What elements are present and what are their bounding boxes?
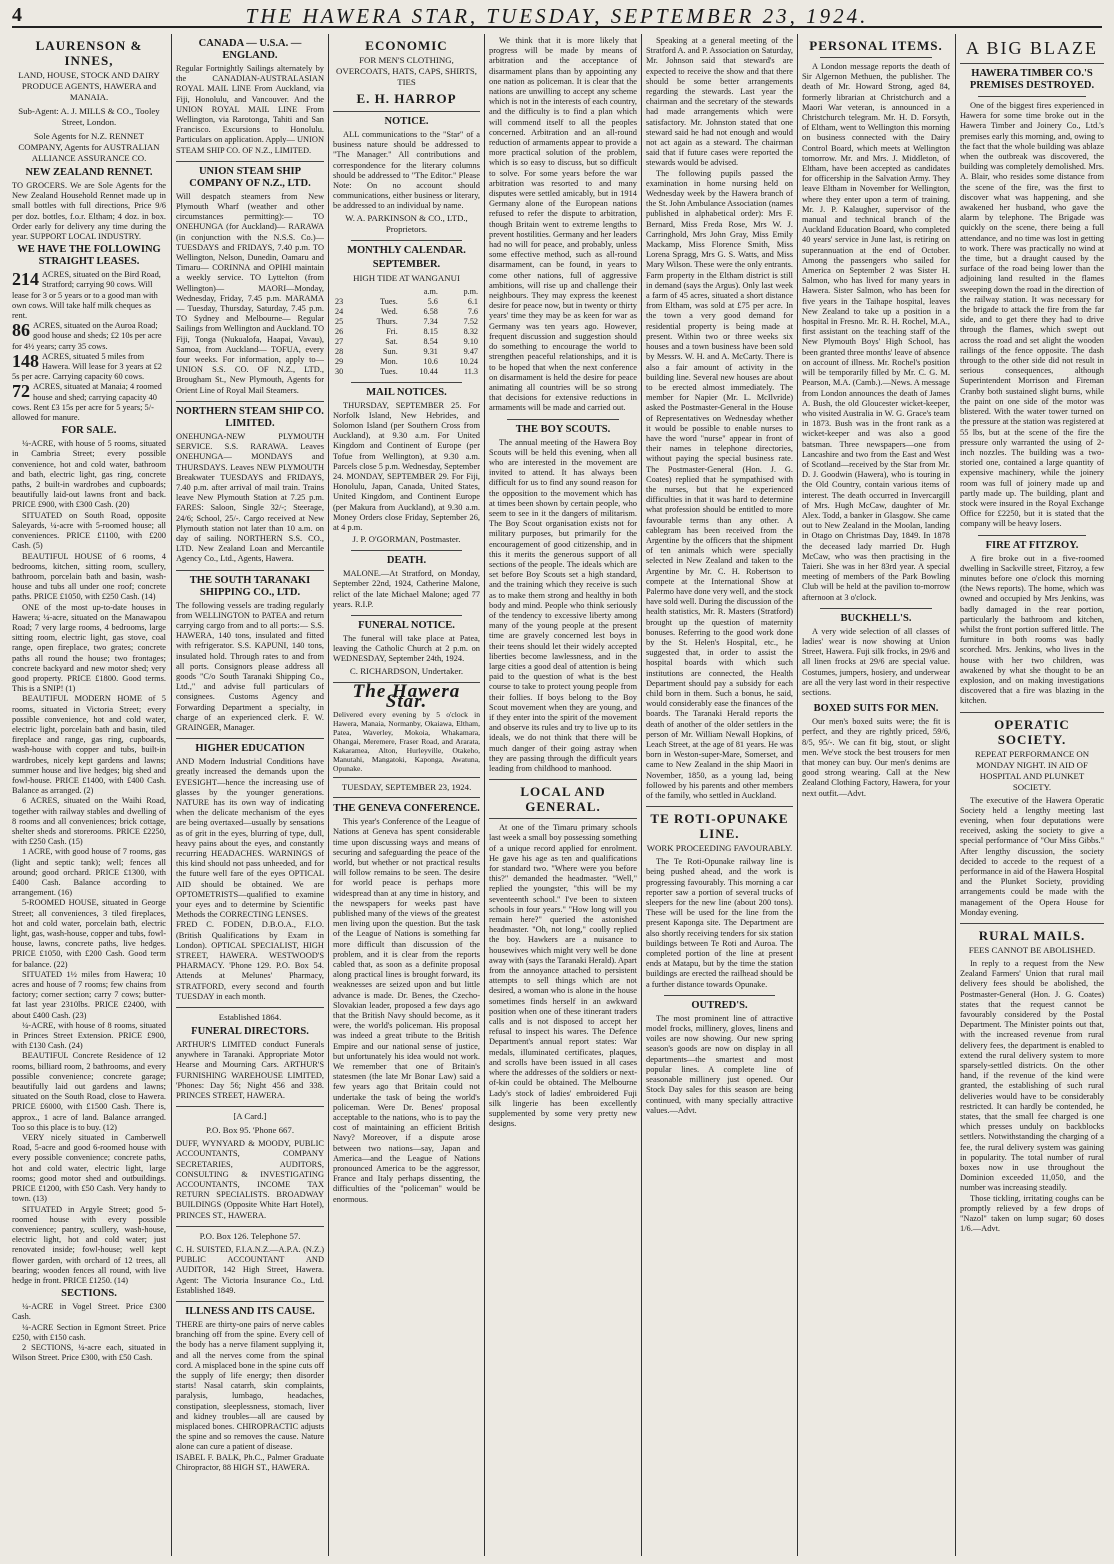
newspaper-title: THE HAWERA STAR, TUESDAY, SEPTEMBER 23, 1924.: [245, 4, 869, 28]
canada-shipping-ad: [176, 38, 324, 156]
tide-row: [333, 317, 480, 327]
tide-row: [333, 347, 480, 357]
article-subheading: REPEAT PERFORMANCE ON MONDAY NIGHT. IN AID OF HOSPITAL AND PLUNKET SOCIETY.: [974, 748, 1090, 792]
divider: [489, 818, 637, 819]
column-rule: [328, 34, 329, 1556]
ad-heading: BUCKHELL'S.: [840, 612, 912, 624]
sale-item: BEAUTIFUL MODERN HOME of 5 rooms, situated in Victoria Street; every possible convenience, hot and cold water, electric light, porcelain bath and basin, tiled fireplace and range, gas ring, cupboards, wash-house with copper and tubs, built-in wardrobes, nicely kept gardens and lawns; summer house and live hedges; big shed and fowl-house. PRICE £1400, with £400 Cash. Balance as arranged. (2): [12, 694, 166, 796]
article-heading: THE BOY SCOUTS.: [515, 423, 611, 435]
column-4: [489, 36, 637, 1556]
tide-col-header: a.m.: [423, 286, 438, 296]
sale-item: ¼-ACRE, with house of 5 rooms, situated in Cambria Street; every possible convenience, hot and cold water, bathroom and bath, electric light, gas ring, concrete paths, 2 built-in wardrobes and cupboards; beautifully laid-out lawns front and back. PRICE £900, with £300 Cash. (20): [12, 439, 166, 510]
section-subheading: SEPTEMBER.: [372, 258, 441, 270]
column-7: [960, 36, 1104, 1556]
geneva-article: [333, 803, 480, 1205]
laurenson-innes-ad: [12, 38, 166, 1363]
article-text: At one of the Timaru primary schools last week a small boy possessing something of a unique record applied for enrolment. He gave his age as ten and qualifications for standard two. "Where were you before this?" demanded the headmaster. "Well," replied the youngster, "this will be my seventeenth school." I've been to sixteen schools in four years." "How long will you remain here?" queried the astonished headmaster. "Oh, not long," coolly replied the boy. Hawkers are a nuisance to housewives which might very well be done away with (says the Taranaki Herald). Apart from the annoyance attached to persistent attempts to sell things which are not desired, a woman who is alone in the house sometimes finds herself in an awkward position when one of these itinerant traders calls and is not disposed to accept her refusal to inspect his wares. The Defence Department's annual report states: War medals, illuminated certificates, plaques, and scrolls have been issued in all cases where the addresses of the soldiers or next-of-kin could be obtained. The Melbourne Lady's stock of ladies' embroidered Fuji silk lingerie has been excellently supplemented by some very pretty new designs.: [489, 823, 637, 1129]
death-text: MALONE.—At Stratford, on Monday, September 22nd, 1924, Catherine Malone, relict of the late Michael Malone; aged 77 years. R.I.P.: [333, 569, 480, 609]
boxed-suits-ad: [802, 703, 950, 799]
tide-table: [333, 287, 480, 377]
tide-cell: 5.6: [427, 296, 438, 306]
tide-row: [333, 367, 480, 377]
divider: [646, 806, 793, 807]
monthly-calendar: [333, 245, 480, 377]
tide-cell: 30: [335, 366, 344, 376]
ad-heading: FOR SALE.: [61, 425, 117, 437]
article-heading: RURAL MAILS.: [978, 928, 1086, 944]
column-rule: [641, 34, 642, 1556]
lease-item: [12, 382, 166, 423]
buckhells-ad: [802, 613, 950, 698]
te-roti-article: [646, 811, 793, 990]
ad-text: [A Card.]: [233, 1111, 267, 1122]
column-rule: [955, 34, 956, 1556]
column-rule: [797, 34, 798, 1556]
tide-cell: Mon.: [380, 356, 398, 366]
divider: [176, 161, 324, 162]
tide-cell: 10.24: [459, 356, 478, 366]
article-text: This year's Conference of the League of Nations at Geneva has spent considerable time upon discussing ways and means of securing and safeguarding the peace of the world, but whether or not practical results will follow remains to be seen. The desire for world peace is perhaps more widespread than at any time in history, and the newspapers for weeks past have published many of the views of the greatest men living upon the question. But the task of the League of Nations is something far more difficult than discussion of the problem, and it is clear from the reports cabled that, as soon as a definite proposal along practical lines is brought forward, its weaknesses are seized upon and but little advance is made. Dr. Benes, the Czecho-Slovakian leader, proposed a few days ago that the British Navy should become, as it were, the world's policeman. His proposal was indeed a great tribute to the British Empire and our national sense of justice, but unfortunately his idea would not work. We remember that one of Britain's statesmen (the late Mr Bonar Law) said a few years ago that Britain could not undertake the task of being the world's policeman. Were Dr. Benes' proposal acceptable to the nations, who is to pay the cost of maintaining an efficient British Navy? Moreover, if a dispute arose between two nations—say, Japan and America—and the League of Nations pronounced America to be the aggressor, France and Italy perhaps dissenting, the difficulties of the "policeman" would be enormous.: [333, 817, 480, 1204]
divider: [176, 1007, 324, 1008]
article-text: Speaking at a general meeting of the Stratford A. and P. Association on Saturday, Mr. Johnson said that steward's are expected to receive the show and that there should be some better arrangements regarding the stewards. Last year the chairman and the secretary of the stewards had made arrangements which were satisfactory. Mr. Johnston stated that one steward said he had not enough and would not act again as a steward. The chairman said that if future cases were reported the stewards would be advised.: [646, 36, 793, 168]
article-heading: THE GENEVA CONFERENCE.: [333, 803, 480, 815]
ad-text: Will despatch steamers from New Plymouth Wharf (weather and other circumstances permitting):— TO ONEHUNGA (for Auckland)— RARAWA (in conjunction with the N.S.S. Co.)— TUESDAYS and FRIDAYS, 7.40 p.m. TO Wellington, Nelson, Dunedin, Oamaru and Timaru— CORINNA and OPIHI maintain a weekly service. TO Lyttelton (from Wellington)— MAORI—Monday, Wednesday, Friday, 7.45 p.m. MARAMA— Tuesday, Thursday, Saturday, 7.45 p.m. TO Sydney and Melbourne— Regular Sailings from Wellington and Auckland. TO Fiji, Tonga (Nukualofa, Haapai, Vavau), Samoa, from Auckland— TOFUA, every four weeks. For information, apply to— UNION S.S. CO. OF N.Z., LTD., Brougham St., New Plymouth, Agents for Orient Line of Royal Mail Steamers.: [176, 191, 324, 395]
lease-acres: 86: [12, 320, 30, 341]
ad-heading: BOXED SUITS FOR MEN.: [813, 703, 939, 715]
dateline: TUESDAY, SEPTEMBER 23, 1924.: [341, 782, 472, 793]
tide-row: [333, 307, 480, 317]
funeral-notice: [333, 620, 480, 677]
divider: [333, 797, 480, 798]
tide-cell: 6.1: [467, 296, 478, 306]
lease-item: [12, 352, 166, 383]
tide-row: [333, 297, 480, 307]
lease-text: ACRES, situated on the Bird Road, Stratford; carrying 90 cows. Will lease for 3 or 5 years or to a good man with own cows. Will take half milk cheques as rent.: [12, 270, 161, 321]
section-heading: MAIL NOTICES.: [366, 386, 447, 398]
column-3: [333, 36, 480, 1556]
big-blaze-article: [960, 38, 1104, 530]
tide-cell: Sun.: [382, 346, 398, 356]
article-text: The following pupils passed the examination in home nursing held on Wednesday week by the Hawera branch of the St. John Ambulance Association (names published in alphabetical order): Mrs F. Bernard, Miss Freda Rose, Mrs W. J. Carringhold, Mrs John Gray, Miss Emily Mackamp, Miss Florence Smith, Miss Lorena Spragg, Mrs G. S. Watts, and Miss Mary Wilson. These were the only entrants. Farm property in the Eltham district is still in demand (says the Argus). Only last week a farm of 45 acres, situated a short distance from Eltham, was sold at £75 per acre. In the town a very good demand for residential property is being made at present. Within two or three weeks six houses and a town business have been sold by Messrs. W. H. and A. McCarty. There is also a fair amount of activity in the building line. Several new houses are about to be erected almost immediately. The member for Napier (Mr. L. McIlvride) asked the Postmaster-General in the House of Representatives on Wednesday whether it would be possible to enable nurses to have the word "nurse" appear in front of their names in telephone directories, without paying the special business rate. The Postmaster-General (Hon. J. G. Coates) replied that he sympathised with the nurses, but that he experienced difficulties in that it was hard to determine what profession should be entitled to more favourable terms than any other. A cablegram has been received from the Argentine by the officers that the shipment of ten animals which were specially selected in New Zealand and taken to the Argentine by Mr. C. H. Robertson to compete at the International Show at Palermo have done very well, and the stock have sold well. During the discussion of the health statistics, Mr. R. Masters (Stratford) brought up the question of maternity bonuses. Referring to the good work done by the St. Helen's Hospital, etc., he suggested that, in order to assist the hospital boards with which such institutions are connected, the Health Department should pay a subsidy for each child born in them. Such a bonus, he said, would considerably ease the finances of the boards. The Taranaki Herald reports the death of another of the older settlers in the person of Mr. William Newall Hopkins, of Leach Street, at the age of 81 years. He was born in Weston-super-Mare, Somerset, and came to New Zealand in the ship Maori in November, 1850, as a young lad, being followed by his parents and other members of the family, who settled in Auckland.: [646, 168, 793, 801]
section-item: ¼-ACRE in Vogel Street. Price £300 Cash.: [12, 1302, 166, 1322]
undertaker: C. RICHARDSON, Undertaker.: [349, 665, 464, 676]
article-text: In reply to a request from the New Zealand Farmers' Union that rural mail delivery fees should be abolished, the Postmaster-General (Hon. J. G. Coates) states that the request cannot be favourably considered by the Postal Department. The Minister points out that, with the increased revenue from rural delivery fees, the department is enabled to extend the rural delivery system to more sparsely-settled districts. On the other hand, if the revenue of the kind were granted, the establishing of such rural deliveries would have to be considerably restricted. It can hardly be contended, he states, that the small fee charged is one which presses unduly on backblocks settlers. Notwithstanding the charging of a fee, the rural delivery system was gaining in popularity. The total number of rural boxes now in use throughout the Dominion exceeded 11,050, and the number was increasing steadily.: [960, 959, 1104, 1193]
ad-text: Established 1864.: [218, 1012, 282, 1023]
chiropractic-ad: [176, 1306, 324, 1473]
tide-cell: 9.10: [463, 336, 478, 346]
tide-cell: 29: [335, 356, 344, 366]
lease-item: [12, 321, 166, 352]
tide-cell: Fri.: [386, 326, 398, 336]
ad-heading: ILLNESS AND ITS CAUSE.: [185, 1305, 315, 1317]
divider: [351, 615, 462, 616]
tide-cell: 8.54: [423, 336, 438, 346]
divider: [978, 535, 1086, 536]
local-and-general: [489, 784, 637, 1129]
article-text: A fire broke out in a five-roomed dwelling in Sackville street, Fitzroy, a few minutes before one o'clock this morning (the News reports). The home, which was owned and occupied by Mrs Jenkins, was badly damaged in the rear portion, particularly the bathroom and kitchen, whilst the front portion suffered little. The furniture in both rooms was badly scorched. Mrs. Jenkins, who lives in the house with her two children, was awakened by what she thought to be an explosion, and on making investigations discovered that a fire was blazing in the kitchen.: [960, 553, 1104, 706]
divider: [176, 1106, 324, 1107]
ad-text: A very wide selection of all classes of ladies' wear is now showing at Union Street, Hawera. Fuji silk frocks, in 29/6 and all linen frocks at 29/6 are special value. Costumes, jumpers, hosiery, and underwear are all the very last word in their respective sections.: [802, 626, 950, 697]
article-text: We think that it is more likely that progress will be made by means of arbitration and the acceptance of disarmament plans than by appointing any one nation as policeman. It is clear that the nations are unwilling to accept any scheme which is not in the interests of each country, and the difficulty is to find a plan which will commend itself to all the peoples concerned. Arbitration and an all-round reduction of armaments appear to provide a more practical solution of the problem, which is so easy to discuss, but so difficult to solve. For some years before the war arbitration was resorted to and many disputes were settled amicably, but in 1914 Germany alone of the European nations refused to refer the dispute to arbitration, though Britain went to extreme lengths to prevent hostilities. Germany and her leaders had no will for peace, and probably, unless some effective method, such as all-round disarmament, can be found, in years to come other nations, full of aggressive ambitions, will rise up and challenge their neighbours. They may express the keenest desire for peace now, but in twenty or thirty years' time they may be as keen for war as Germany was ten years ago. However, frequent discussion and suggestion should do something to encourage the world to strengthen peaceful relationships, and it is to be hoped that when the next conference on disarmament is held the desire for peace animating all countries will be so strong that decisions for extensive reductions in armaments will be made and carried out.: [489, 36, 637, 413]
star-title: The Hawera Star.: [352, 680, 461, 712]
ad-text: P.O. Box 126. Telephone 57.: [199, 1230, 301, 1241]
tide-cell: 28: [335, 346, 344, 356]
sale-item: SITUATED on South Road, opposite Saleyards, ¼-acre with 5-roomed house; all conveniences. PRICE £1100, with £200 Cash. (5): [12, 510, 166, 551]
tide-cell: 10.44: [419, 366, 438, 376]
star-delivery: Delivered every evening by 5 o'clock in Hawera, Manaia, Normanby, Okaiawa, Eltham, Patea, Waverley, Mokoia, Whakamara, Ohangai, Meremere, Fraser Road, and Ararata, Kakaramea, Alton, Hurleyville, Otakeho, Manutahi, Mangatoki, Kaponga, Awatuna, Opunake.: [333, 710, 480, 774]
funeral-text: The funeral will take place at Patea, leaving the Catholic Church at 2 p.m. on WEDNESDAY, September 24th, 1924.: [333, 634, 480, 664]
divider: [176, 401, 324, 402]
rural-mails-article: [960, 928, 1104, 1234]
section-heading: MONTHLY CALENDAR.: [347, 244, 466, 256]
tide-cell: 7.52: [463, 316, 478, 326]
tide-row: [333, 327, 480, 337]
ad-text: Sole Agents for N.Z. RENNET COMPANY, Agents for AUSTRALIAN ALLIANCE ASSURANCE CO.: [18, 131, 160, 163]
advt-text: Those tickling, irritating coughs can be promptly relieved by a few drops of "Nazol" taken on lump sugar; 60 doses 1/6.—Advt.: [960, 1193, 1104, 1234]
ad-text: The most prominent line of attractive model frocks, millinery, gloves, linens and voiles are now showing. Our new spring season's goods are now on display in all departments—the smartest and most popular lines. A complete line of seasonable millinery just opened. Our Stock Day sales for this season are being continued, with many specially attractive values.—Advt.: [646, 1013, 793, 1115]
ad-text: FRED C. FODEN, D.B.O.A., F.I.O. (British Qualifications by Exam in London). OPTICAL SPECIALIST, HIGH STREET, HAWERA. WESTWOOD'S PHARMACY. 'Phone 129. P.O. Box 54. Attends at Melunes' Pharmacy, STRATFORD, every second and fourth TUESDAY in each month.: [176, 920, 324, 1001]
ad-text: Sub-Agent: A. J. MILLS & CO., Tooley Street, London.: [18, 106, 160, 127]
divider: [960, 923, 1104, 924]
divider: [351, 550, 462, 551]
column-2: [176, 36, 324, 1556]
tide-cell: Sat.: [385, 336, 398, 346]
sale-item: ONE of the most up-to-date houses in Hawera; ¼-acre, situated on the Manawapou Road; 7 very large rooms, 4 bedrooms, large sitting room, electric light, gas stove, coal range, open fireplace, two grates; concrete paths all round the house; two frontages; concrete backyard and new motor shed; very good property. PRICE £1800. Good terms. This is a SNIP! (1): [12, 602, 166, 694]
editorial-continued: [489, 36, 637, 414]
article-heading: LOCAL AND GENERAL.: [520, 784, 606, 815]
article-heading: PERSONAL ITEMS.: [809, 38, 943, 53]
tide-cell: 10.6: [423, 356, 438, 366]
lease-text: ACRES, situated 5 miles from Hawera. Will lease for 3 years at £2 5s per acre. Carrying capacity 60 cows.: [12, 351, 162, 382]
article-text: A London message reports the death of Sir Algernon Methuen, the publisher. The death of Mr. Howard Strong, aged 84, formerly librarian at Christchurch and a Maori War veteran, is announced in a Christchurch telegram. Mr. H. D. Forsyth, of Eltham, went to Wellington this morning on business connected with the Dairy Control Board, which meets at Wellington tomorrow. Mr. and Mrs. J. Middleton, of Eltham, have been accepted as candidates for officership in the Salvation Army. They leave Eltham in November for Wellington, where they enter upon a term of training. Mr. J. P. Kalaugher, supervisor of the manual and technical branch of the Auckland Education Board, who completed 40 years' service in June last, is retiring on superannuation at the end of October. Among the passengers who sailed for America on September 2 was Sister H. Salmon, who has lived for many years in Hawera. Sister Salmon, who has been for five years in the Taihape hospital, leaves New Zealand to take up a position in a hospital in Fresno. Mr. R. H. Rochel, M.A., first assistant on the teaching staff of the New Plymouth Boys' High School, has been granted three months' leave of absence on account of illness. Mr. Rochel's position will be temporarily filled by Mr. C. G. M. Pearson, M.A. (Camb.).—News. A message from London announces the death of James A. Bush, the old Gloucester wicket-keeper, who visited Australia in W. G. Grace's team in 1873. Bush was in the front rank as a wicket-keeper and was also a good batsman. Three newspapers—one from Lancashire and two from the East and West of Scotland—received by the Star from Mr. D. J. Goodwin (Hawera), who is touring in the Old Country, contain various items of interest. The death occurred in Invercargill of Mrs. Hugh McCaw, daughter of Mr. Alex. Todd, a banker in Glasgow. She came out to New Zealand in the Moolan, landing in Otago on Christmas Day, 1849. In 1878 the deceased lady married Dr. Hugh McCaw, who was then practising in the Taieri. She was in her 83rd year. A special meeting of members of the Park Bowling Club will be held at the pavilion to-morrow afternoon at 3 o'clock.: [802, 62, 950, 602]
ad-heading: FUNERAL DIRECTORS.: [191, 1026, 309, 1038]
article-heading: FIRE AT FITZROY.: [985, 539, 1079, 551]
lease-acres: 72: [12, 381, 30, 402]
ad-text: DUFF, WYNYARD & MOODY, PUBLIC ACCOUNTANTS, COMPANY SECRETARIES, AUDITORS, CONSULTING & INVESTIGATING ACCOUNTANTS, INCOME TAX RETURN SPECIALISTS. BROADWAY BUILDINGS (Opposite White Hart Hotel), PRINCES ST., HAWERA.: [176, 1139, 324, 1220]
sale-item: SITUATED in Argyle Street; good 5-roomed house with every possible convenience; pantry, scullery, wash-house, electric light, hot and cold water; just renovated inside; fowl-house; well kept flower garden, with orchard of 12 trees, all bearing; wooden fences all round, with live hedge in front. PRICE £1250. (14): [12, 1204, 166, 1285]
tide-cell: 7.34: [423, 316, 438, 326]
divider: [507, 419, 619, 420]
tide-cell: Tues.: [380, 366, 398, 376]
mail-notices: [333, 387, 480, 546]
tide-cell: 11.3: [463, 366, 478, 376]
column-6: [802, 36, 950, 1556]
ad-text: AND Modern Industrial Conditions have greatly increased the demands upon the EYESIGHT—hence the increasing use of glasses by the younger generations. NATURE has its own way of indicating when the delicate mechanism of the eyes are being overtaxed—usually by sensations as of grit in the eyes, blurring of type, dull, heavy pains about the eyes, and constantly recurring HEADACHES. WARNINGS of this kind should not pass unheeded, and for the future well fare of the eyes OPTICAL AID should be obtained. We are OPTOMETRISTS—qualified to examine your eyes and to determine by Scientific Methods the CORRECTING LENSES.: [176, 757, 324, 920]
divider: [960, 63, 1104, 64]
notice: [333, 116, 480, 235]
ad-text: P.O. Box 95. 'Phone 667.: [205, 1125, 295, 1136]
tide-cell: 24: [335, 306, 344, 316]
tide-cell: Wed.: [380, 306, 398, 316]
ad-text: Our men's boxed suits were; the fit is perfect, and they are rightly priced, 59/6, 8/5, 95/-. We can fit big, stout, or slight men. We've stock the best trousers for men that money can buy. Our men's denims are good strong wearing. Call at the New Zealand Clothing Factory, Hawera, for your next outfit.—Advt.: [802, 717, 950, 798]
tide-row: [333, 337, 480, 347]
funeral-directors-ad: [176, 1012, 324, 1101]
tide-cell: Thurs.: [376, 316, 398, 326]
column-rule: [484, 34, 485, 1556]
mail-text: THURSDAY, SEPTEMBER 25. For Norfolk Island, New Hebrides, and Solomon Island (per Southern Cross from Auckland), at 9.30 a.m. For United Kingdom and Continent of Europe (per Tofue from Wellington), at 9.30 a.m. Parcels close 5 p.m. Wednesday, September 24. MONDAY, SEPTEMBER 29. For Fiji, Honolulu, Japan, Canada, United States, United Kingdom, and Continent Europe (per Makura from Auckland), at 9.30 a.m. Money Orders close Friday, September 26, at 4 p.m.: [333, 400, 480, 533]
section-heading: NOTICE.: [384, 116, 429, 127]
tide-col-header: [333, 287, 355, 297]
tide-heading: HIGH TIDE AT WANGANUI: [353, 272, 460, 283]
sale-item: ¼-ACRE, with house of 8 rooms, situated in Princes Street Extension. PRICE £900, with £130 Cash. (24): [12, 1020, 166, 1051]
lease-item: [12, 270, 166, 321]
section-heading: FUNERAL NOTICE.: [358, 620, 455, 632]
tide-col-header: p.m.: [463, 286, 478, 296]
lease-text: ACRES, situated at Manaia; 4 roomed house and shed; carrying capacity 40 cows. Rent £3 15s per acre for 5 years; 5/- allowed for manure.: [12, 382, 162, 423]
divider: [176, 738, 324, 739]
tide-cell: 6.58: [423, 306, 438, 316]
operatic-society-article: [960, 717, 1104, 918]
section-item: 2 SECTIONS, ¼-acre each, situated in Wilson Street. Price £300, with £50 Cash.: [12, 1342, 166, 1363]
economic-ad: [333, 38, 480, 106]
ad-heading: CANADA — U.S.A. — ENGLAND.: [198, 38, 302, 61]
ad-subheading: LAND, HOUSE, STOCK AND DAIRY PRODUCE AGENTS, HAWERA and MANAIA.: [18, 70, 160, 102]
tide-cell: 8.32: [463, 326, 478, 336]
ad-heading: OUTRED'S.: [691, 999, 748, 1011]
tide-col-header: [355, 287, 400, 297]
ad-heading: WE HAVE THE FOLLOWING STRAIGHT LEASES.: [17, 244, 161, 268]
boy-scouts-article: [489, 424, 637, 775]
sale-item: VERY nicely situated in Camberwell Road, 5-acre and good 6-roomed house with every possible convenience; concrete paths, hot and cold water, electric light, large rooms; good motor shed and outbuildings. PRICE £1200, with £50 Cash. Very handy to town. (13): [12, 1133, 166, 1204]
ad-text: The following vessels are trading regularly from WELLINGTON to PATEA and return carrying cargo from and to all ports:— S.S. HAWERA, 140 tons, insulated and fitted with refrigerator. S.S. KAPUNI, 140 tons, insulated hold. Through rates to and from all ports. Consignors please address all goods "C/o South Taranaki Shipping Co., Ltd.," and advise full particulars of consignees. Customs Agency and Forwarding Department a specialty, in charge of an experienced clerk. F. W. GRAINGER, Manager.: [176, 600, 324, 732]
union-steam-ship-ad: [176, 166, 324, 396]
tide-cell: 25: [335, 316, 344, 326]
column-1: [12, 36, 166, 1556]
duff-wynyard-moody-ad: [176, 1111, 324, 1221]
divider: [333, 777, 480, 778]
ad-text: FOR MEN'S CLOTHING, OVERCOATS, HATS, CAPS, SHIRTS, TIES: [336, 55, 477, 87]
proprietors: W. A. PARKINSON & CO., LTD., Proprietors.: [345, 212, 468, 234]
suisted-ad: [176, 1231, 324, 1296]
divider: [333, 111, 480, 112]
article-heading: OPERATIC SOCIETY.: [994, 716, 1070, 747]
divider: [960, 712, 1104, 713]
tide-cell: 8.15: [423, 326, 438, 336]
sale-item: 1 ACRE, with good house of 7 rooms, gas (light and septic tank); well; fences all around; good orchard. PRICE £1300, with £400 Cash. Balance according to arrangement. (16): [12, 847, 166, 898]
divider: [351, 240, 462, 241]
death-notice: [333, 555, 480, 610]
ad-heading: THE SOUTH TARANAKI SHIPPING CO., LTD.: [189, 574, 311, 598]
ad-heading: ECONOMIC: [365, 38, 448, 53]
outreds-ad: [646, 1000, 793, 1116]
tide-cell: 23: [335, 296, 344, 306]
column-5: [646, 36, 793, 1556]
sale-item: SITUATED 1½ miles from Hawera; 10 acres and house of 7 rooms; few chains from factory; corner section; carry 7 cows; butter-fat last year 2310lbs. PRICE £2400, with about £400 Cash. (23): [12, 969, 166, 1020]
article-subheading: HAWERA TIMBER CO.'S PREMISES DESTROYED.: [969, 68, 1095, 91]
article-text: The Te Roti-Opunake railway line is being pushed ahead, and the work is progressing favourably. This morning a car reporter saw a portion of several trucks of sleepers for the new line (about 200 tons). These will be used for the line from the present Kaponga site. The Department are also shortly receiving tenders for six station buildings between Te Roti and Auroa. The completed portion of the line at present ends at Matapu, but by the time the station buildings are erected the railhead should be a further distance towards Opunake.: [646, 857, 793, 989]
south-taranaki-shipping-ad: [176, 575, 324, 734]
sale-item: 6 ACRES, situated on the Waihi Road, together with railway stables and dwelling of 8 rooms and all conveniences; brick cottage, shelter sheds and storerooms. PRICE £2250, with £250 Cash. (15): [12, 796, 166, 847]
ad-text: THERE are thirty-one pairs of nerve cables branching off from the spine. Every cell of the body has a nerve filament supplying it, and all the nerves come from the spinal cord. A misplaced bone in the spine cuts off the supply of life energy; then disorder starts! Nasal catarrh, skin complaints, paralysis, lumbago, headaches, constipation, sleeplessness, stomach, liver and kidney troubles—all are caused by misplaced bones. CHIROPRACTIC adjusts the spine and so removes the cause. Nature alone can cure a patient of disease.: [176, 1319, 324, 1452]
divider: [820, 57, 932, 58]
higher-education-ad: [176, 743, 324, 1002]
column-rule: [171, 34, 172, 1556]
divider: [489, 779, 637, 780]
ad-text: TO GROCERS. We are Sole Agents for the New Zealand Household Rennet made up in small bottles with full directions, Price 9/6 per doz. bottles, f.o.r. Eltham; 4 doz. in box. Order early for delivery any time during the year. SUPPORT LOCAL INDUSTRY.: [12, 181, 166, 242]
section-heading: DEATH.: [386, 555, 427, 567]
article-heading: TE ROTI-OPUNAKE LINE.: [650, 811, 789, 842]
ad-text: Regular Fortnightly Sailings alternately by the CANADIAN-AUSTRALASIAN ROYAL MAIL LINE From Auckland, via Fiji, Honolulu, and Vancouver. And the UNION ROYAL MAIL LINE From Wellington, via Rarotonga, Tahiti and San Francisco. Excursions to Honolulu. Particulars on application. Apply— UNION STEAM SHIP CO. OF N.Z., LIMITED.: [176, 64, 324, 155]
section-item: ¼-ACRE Section in Egmont Street. Price £250, with £150 cash.: [12, 1322, 166, 1342]
notice-text: ALL communications to the "Star" of a business nature should be addressed to "The Manager." All contributions and correspondence for the literary columns should be addressed to "The Editor." Please Note: On no account should communications, either business or literary, be addressed to an individual by name.: [333, 130, 480, 211]
ad-heading: SECTIONS.: [61, 1288, 117, 1300]
divider: [176, 570, 324, 571]
northern-steam-ship-ad: [176, 406, 324, 565]
article-subheading: FEES CANNOT BE ABOLISHED.: [968, 945, 1096, 956]
tide-cell: 27: [335, 336, 344, 346]
article-text: The executive of the Hawera Operatic Society held a lengthy meeting last evening, when four deputations were received, asking the society to give a special performance of "Our Miss Gibbs." After lengthy discussion, the society decided to accede to the request of a performance in aid of the Hawera Hospital and the Plunket Society, providing arrangements could be made with the management of the Opera House for Monday evening.: [960, 795, 1104, 917]
lease-text: ACRES, situated on the Auroa Road; good house and sheds; £2 10s per acre for 4½ years; carry 35 cows.: [12, 321, 162, 351]
lease-acres: 214: [12, 269, 39, 290]
tide-row: [333, 357, 480, 367]
ad-text: ISABEL F. BALK, Ph.C., Palmer Graduate Chiropractor, 88 HIGH ST., HAWERA.: [176, 1452, 324, 1472]
postmaster: J. P. O'GORMAN, Postmaster.: [352, 534, 461, 545]
ad-heading: LAURENSON & INNES,: [35, 38, 143, 68]
tide-cell: 9.31: [423, 346, 438, 356]
ad-text: ARTHUR'S LIMITED conduct Funerals anywhere in Taranaki. Appropriate Motor Hearse and Mourning Cars. ARTHUR'S FURNISHING WAREHOUSE LIMITED, 'Phones: Day 56; Night 456 and 338. PRINCES STREET, HAWERA.: [176, 1040, 324, 1101]
divider: [978, 96, 1086, 97]
ad-heading: E. H. HARROP: [356, 91, 457, 106]
divider: [351, 382, 462, 383]
masthead: [12, 4, 1102, 28]
divider: [664, 995, 775, 996]
article-heading: A BIG BLAZE: [966, 38, 1098, 58]
fitzroy-fire-article: [960, 540, 1104, 707]
ad-heading: HIGHER EDUCATION: [195, 743, 305, 755]
tide-cell: 9.47: [463, 346, 478, 356]
lease-acres: 148: [12, 350, 39, 371]
sale-item: BEAUTIFUL Concrete Residence of 12 rooms, billiard room, 2 bathrooms, and every possible convenience; concrete garage; beautifully laid out gardens and lawns; situated on the South Road, close to Hawera. PRICE £6000, with £1500 Cash. There is, approx., 1 acre of land. Balance arranged. Too so this place is to buy. (12): [12, 1051, 166, 1132]
article-text: The annual meeting of the Hawera Boy Scouts will be held this evening, when all who are interested in the movement are invited to attend. It has always been difficult for us to find any sound reason for the opposition to the movement which has at times been shown by certain people, who seem to see in it the dangers of militarism. The Boy Scout organisation exists not for military purposes, but primarily for the encouragement of good citizenship, and in this it merits the generous support of all sections of the people. The ideals which are set before Boy Scouts set a high standard, and the training which they receive is such as to make them strong and healthy in both body and mind. People who think seriously of the tendency to excessive liberty among many of the young people at the present time are gravely concerned lest boys in their teens should let their widely accepted liberties become lawlessness, and in the large cities a good deal of attention is being paid to the question of what is the best course to take to protect young people from their follies. If boys belong to the Boy Scout movement when they are young, and if they enter into the spirit of the movement and observe its rules and try to live up to its ideals, we do not think that there will be much danger of their going astray when they are passing through the difficult years leading from childhood to manhood.: [489, 437, 637, 774]
tide-cell: Tues.: [380, 296, 398, 306]
sale-item: 5-ROOMED HOUSE, situated in George Street; all conveniences, 3 tiled fireplaces, hot and cold water, porcelain bath, electric light, gas, wash-house, copper and tubs, fowl-house, lawns, concrete paths, live hedges. PRICE £1050, with £200 Cash. Good term for balance. (22): [12, 898, 166, 969]
divider: [176, 1226, 324, 1227]
ad-text: C. H. SUISTED, F.I.A.N.Z.—A.P.A. (N.Z.) PUBLIC ACCOUNTANT AND AUDITOR, 142 High Street, Hawera. Agent: The Victoria Insurance Co., Ltd. Established 1849.: [176, 1244, 324, 1295]
divider: [820, 608, 932, 609]
local-news-continued: [646, 36, 793, 801]
personal-items: [802, 38, 950, 603]
page-number: 4: [12, 4, 22, 26]
tide-cell: 7.6: [467, 306, 478, 316]
ad-heading: UNION STEAM SHIP COMPANY OF N.Z., LTD.: [189, 165, 311, 189]
tide-header-row: [333, 287, 480, 297]
ad-text: ONEHUNGA-NEW PLYMOUTH SERVICE. S.S. RARAWA. Leaves ONEHUNGA— MONDAYS and THURSDAYS. Leaves NEW PLYMOUTH Breakwater TUESDAYS and FRIDAYS, 7.40 p.m. after arrival of mail train. Trains leave New Plymouth Station at 7.25 p.m. FARES: Saloon, Single 32/-; Steerage, 24/6; School, 25/-. Cargo received at New Plymouth station not later than 10 a.m. on day of sailing. NORTHERN S.S. CO., LTD. New Zealand Loan and Mercantile Agency Co., Ltd., Agents, Hawera.: [176, 431, 324, 564]
sale-item: BEAUTIFUL HOUSE of 6 rooms, 4 bedrooms, kitchen, sitting room, scullery, bathroom, porcelain bath and basin, wash-house and tubs all under one roof; concrete paths. PRICE £1050, with £250 Cash. (14): [12, 551, 166, 602]
tide-cell: 26: [335, 326, 344, 336]
article-subheading: WORK PROCEEDING FAVOURABLY.: [646, 843, 793, 854]
ad-heading: NORTHERN STEAM SHIP CO. LIMITED.: [176, 405, 324, 429]
article-text: One of the biggest fires experienced in Hawera for some time broke out in the Hawera Timber and Joinery Co., Ltd.'s premises early this morning, and, owing to the fact that the whole building was ablaze when the outbreak was discovered, the building was completely demolished. Mrs. A. Blair, who resides some distance from the scene of the fire, was the first to discover what was happening, and she awakened her husband, who gave the alarm by telephone. The Brigade was quickly on the scene, there being a full attendance, and no time was lost in getting to work. There was practically no wind at the time, but a draught caused by the surface of the road being lower than the adjoining land resulted in the flames sweeping down the road in the direction of the railway station. It was necessary for the brigade to attack the fire from the far side, and to get there they had to drive through the flames, which swept out across the road and set alight the wooden railings of the fence opposite. The dash through to the other side did not result in serious consequences, although Superintendent Morrison and Fireman Cranby both sustained slight burns, while the paint on one side of the motor was blistered. With the water tower turned on the pressure at the station was registered at 55 lbs, but at the scene of the fire the pressure only warranted the using of 2-inch nozzles. The building was a two-storied one, contained a large quantity of expensive machinery, while the joinery room was full of joinery made up and partly made up. The building, plant and stock were insured in the Royal Exchange Office for £2250, but it is stated that the company will be heavy losers.: [960, 101, 1104, 529]
star-nameplate: [333, 680, 480, 798]
ad-heading: NEW ZEALAND RENNET.: [25, 167, 153, 178]
divider: [176, 1301, 324, 1302]
